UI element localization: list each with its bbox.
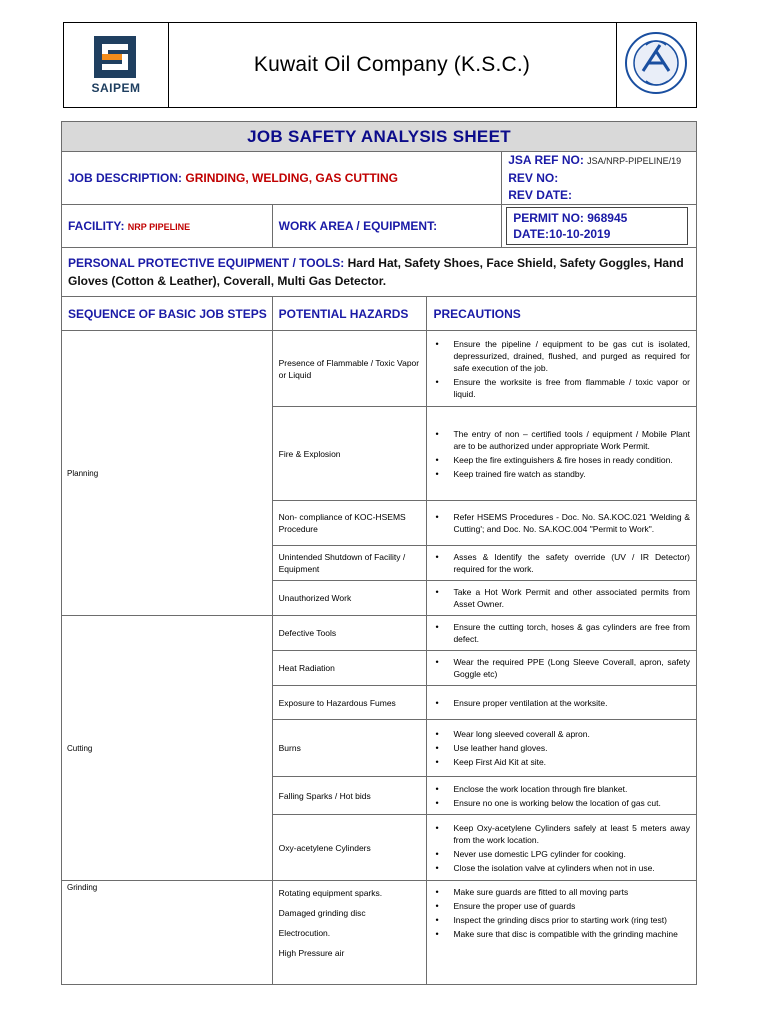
- hazard-cell: Burns: [272, 720, 427, 777]
- hazard-cell: Defective Tools: [272, 616, 427, 651]
- facility: [62, 205, 273, 248]
- list-item: • Ensure no one is working below the location of gas cut.: [433, 797, 690, 809]
- step-planning: Planning: [62, 331, 273, 616]
- ppe-row: [62, 248, 697, 297]
- saipem-logo-text: SAIPEM: [91, 81, 141, 95]
- koc-seal: [616, 23, 696, 107]
- column-header-precautions: PRECAUTIONS: [427, 297, 697, 331]
- ppe-value: Hard Hat, Safety Shoes, Face Shield, Safety Goggles, Hand Gloves (Cotton & Leather), Coverall, Multi Gas Detector.: [68, 256, 684, 288]
- precautions-cell: [427, 331, 697, 407]
- list-item: • Refer HSEMS Procedures - Doc. No. SA.KOC.021 'Welding & Cutting'; and Doc. No. SA.KOC.004 "Permit to Work".: [433, 511, 690, 535]
- precautions-cell: [427, 501, 697, 546]
- hazard-cell: [272, 881, 427, 985]
- list-item: • Keep trained fire watch as standby.: [433, 468, 690, 480]
- table-row: [62, 881, 697, 985]
- hazard-cell: Unauthorized Work: [272, 581, 427, 616]
- list-item: • Ensure the worksite is free from flammable / toxic vapor or liquid.: [433, 376, 690, 400]
- job-description: [62, 152, 502, 205]
- precautions-cell: [427, 651, 697, 686]
- permit-cell: [502, 205, 697, 248]
- list-item: • Close the isolation valve at cylinders when not in use.: [433, 862, 690, 874]
- hazard-cell: Fire & Explosion: [272, 407, 427, 501]
- list-item: • Wear the required PPE (Long Sleeve Coverall, apron, safety Goggle etc): [433, 656, 690, 680]
- column-header-steps: SEQUENCE OF BASIC JOB STEPS: [62, 297, 273, 331]
- precautions-cell: [427, 686, 697, 720]
- koc-seal-icon: [616, 23, 696, 107]
- hazard-cell: Exposure to Hazardous Fumes: [272, 686, 427, 720]
- job-description-label: JOB DESCRIPTION:: [68, 171, 183, 185]
- list-item: • Make sure that disc is compatible with the grinding machine: [433, 928, 690, 940]
- facility-value: NRP PIPELINE: [127, 222, 191, 232]
- list-item: • Keep First Aid Kit at site.: [433, 756, 690, 768]
- permit-box: [506, 207, 688, 245]
- precautions-cell: [427, 407, 697, 501]
- sheet-title: JOB SAFETY ANALYSIS SHEET: [62, 122, 697, 152]
- table-row: [62, 616, 697, 651]
- list-item: • Asses & Identify the safety override (UV / IR Detector) required for the work.: [433, 551, 690, 575]
- list-item: • Take a Hot Work Permit and other associated permits from Asset Owner.: [433, 586, 690, 610]
- hazard-cell: Oxy-acetylene Cylinders: [272, 815, 427, 881]
- permit-date: DATE:10-10-2019: [513, 227, 611, 241]
- rev-date-label: REV DATE:: [508, 188, 573, 202]
- list-item: • Ensure the pipeline / equipment to be gas cut is isolated, depressurized, drained, flushed, and purged as required for safe execution of the job.: [433, 338, 690, 374]
- step-cutting: Cutting: [62, 616, 273, 881]
- precautions-cell: [427, 616, 697, 651]
- list-item: • Inspect the grinding discs prior to starting work (ring test): [433, 914, 690, 926]
- precautions-cell: [427, 720, 697, 777]
- hazard-cell: Falling Sparks / Hot bids: [272, 777, 427, 815]
- facility-label: FACILITY:: [68, 219, 125, 233]
- jsa-ref-label: JSA REF NO:: [508, 153, 584, 167]
- list-item: • Ensure proper ventilation at the worksite.: [433, 697, 690, 709]
- precautions-cell: [427, 777, 697, 815]
- hazard-item: Damaged grinding disc: [278, 908, 366, 918]
- work-area-label: WORK AREA / EQUIPMENT:: [272, 205, 502, 248]
- precautions-cell: [427, 581, 697, 616]
- list-item: • Make sure guards are fitted to all moving parts: [433, 886, 690, 898]
- document-header: [63, 22, 697, 108]
- list-item: • Ensure the proper use of guards: [433, 900, 690, 912]
- list-item: • Use leather hand gloves.: [433, 742, 690, 754]
- list-item: • Ensure the cutting torch, hoses & gas cylinders are free from defect.: [433, 621, 690, 645]
- hazard-cell: Non- compliance of KOC-HSEMS Procedure: [272, 501, 427, 546]
- hazard-cell: Heat Radiation: [272, 651, 427, 686]
- hazard-item: High Pressure air: [278, 948, 345, 958]
- permit-no: PERMIT NO: 968945: [513, 211, 628, 225]
- step-grinding: Grinding: [62, 881, 273, 985]
- hazard-cell: Unintended Shutdown of Facility / Equipment: [272, 546, 427, 581]
- list-item: • Never use domestic LPG cylinder for cooking.: [433, 848, 690, 860]
- job-description-value: GRINDING, WELDING, GAS CUTTING: [185, 171, 399, 185]
- ppe-label: PERSONAL PROTECTIVE EQUIPMENT / TOOLS:: [68, 256, 345, 270]
- hazard-item: Rotating equipment sparks.: [278, 888, 383, 898]
- column-header-hazards: POTENTIAL HAZARDS: [272, 297, 427, 331]
- hazard-item: Electrocution.: [278, 928, 331, 938]
- list-item: • Wear long sleeved coverall & apron.: [433, 728, 690, 740]
- precautions-cell: [427, 881, 697, 985]
- jsa-ref-block: [502, 152, 697, 205]
- jsa-table: [61, 121, 697, 985]
- saipem-logo: [64, 23, 169, 107]
- list-item: • The entry of non – certified tools / equipment / Mobile Plant are to be authorized under appropriate Work Permit.: [433, 428, 690, 452]
- list-item: • Keep the fire extinguishers & fire hoses in ready condition.: [433, 454, 690, 466]
- list-item: • Enclose the work location through fire blanket.: [433, 783, 690, 795]
- list-item: • Keep Oxy-acetylene Cylinders safely at least 5 meters away from the work location.: [433, 822, 690, 846]
- company-title: Kuwait Oil Company (K.S.C.): [168, 23, 617, 107]
- precautions-cell: [427, 546, 697, 581]
- table-row: [62, 331, 697, 407]
- precautions-cell: [427, 815, 697, 881]
- rev-no-label: REV NO:: [508, 171, 559, 185]
- jsa-ref-value: JSA/NRP-PIPELINE/19: [587, 156, 682, 166]
- hazard-cell: Presence of Flammable / Toxic Vapor or Liquid: [272, 331, 427, 407]
